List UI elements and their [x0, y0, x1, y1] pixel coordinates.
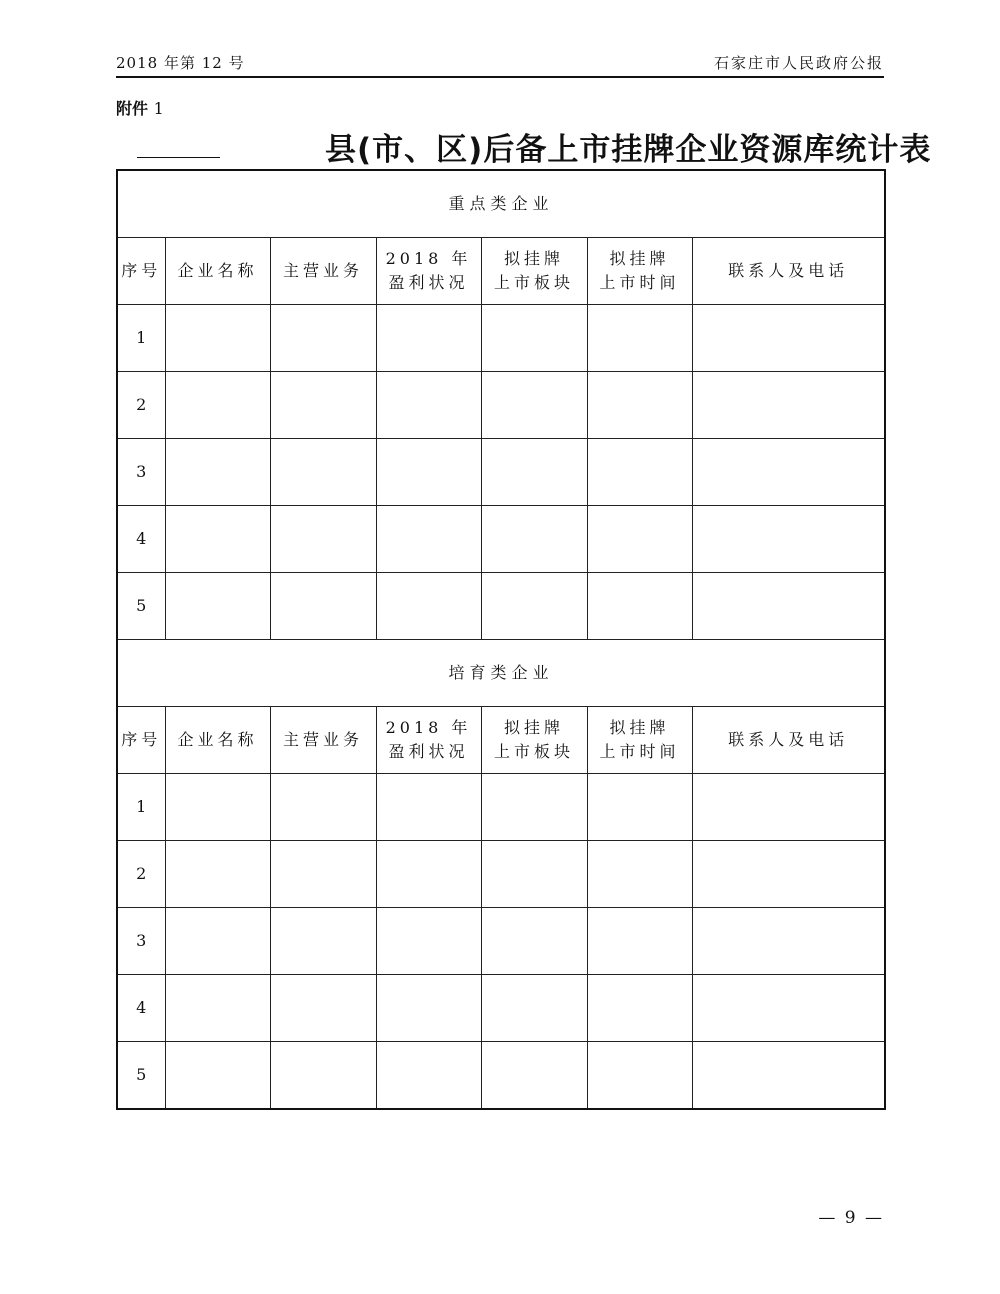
cell-contact: [692, 305, 885, 372]
table-row: [117, 439, 885, 506]
header-listing-time: [587, 238, 692, 305]
publication-name: 石家庄市人民政府公报: [713, 54, 884, 72]
page-number: — 9 —: [818, 1208, 884, 1228]
cell-listing-board: [481, 908, 587, 975]
header-contact-text: 联系人及电话: [728, 261, 849, 280]
cell-main-business: [270, 1042, 376, 1110]
row-serial-text: 1: [136, 797, 147, 816]
section-title-text: 重点类企业: [448, 194, 554, 213]
table-row: [117, 774, 885, 841]
cell-contact: [692, 573, 885, 640]
row-serial-text: 2: [136, 395, 147, 414]
row-serial: [117, 1042, 165, 1110]
row-serial: [117, 841, 165, 908]
cell-profit-status: [376, 975, 481, 1042]
cell-profit-status: [376, 506, 481, 573]
header-main-business-text: 主营业务: [282, 261, 363, 280]
cell-contact: [692, 841, 885, 908]
attachment-label: [116, 96, 164, 119]
cell-main-business: [270, 372, 376, 439]
cell-profit-status: [376, 372, 481, 439]
header-contact-text: 联系人及电话: [728, 730, 849, 749]
cell-main-business: [270, 975, 376, 1042]
header-listing-board: [481, 238, 587, 305]
row-serial-text: 4: [136, 529, 147, 548]
row-serial: [117, 439, 165, 506]
cell-listing-board: [481, 372, 587, 439]
cell-contact: [692, 439, 885, 506]
header-main-business: [270, 238, 376, 305]
section-header-row: [117, 170, 885, 238]
row-serial-text: 3: [136, 462, 147, 481]
cell-main-business: [270, 573, 376, 640]
table-body: [117, 170, 885, 1109]
cell-listing-time: [587, 841, 692, 908]
header-profit-status-text: 2018 年: [385, 718, 472, 737]
cell-profit-status: [376, 573, 481, 640]
column-header-row: [117, 707, 885, 774]
table-row: [117, 506, 885, 573]
header-listing-board-text: 上市板块: [493, 273, 574, 292]
cell-profit-status: [376, 908, 481, 975]
header-contact: [692, 238, 885, 305]
header-serial: [117, 238, 165, 305]
row-serial: [117, 975, 165, 1042]
header-serial-text: 序号: [121, 730, 162, 749]
cell-profit-status: [376, 439, 481, 506]
cell-contact: [692, 908, 885, 975]
header-profit-status: [376, 707, 481, 774]
cell-listing-board: [481, 305, 587, 372]
cell-listing-time: [587, 506, 692, 573]
row-serial-text: 4: [136, 998, 147, 1017]
cell-listing-board: [481, 506, 587, 573]
cell-listing-board: [481, 573, 587, 640]
column-header-row: [117, 238, 885, 305]
header-main-business-text: 主营业务: [282, 730, 363, 749]
header-company-name-text: 企业名称: [177, 261, 258, 280]
cell-contact: [692, 774, 885, 841]
header-listing-board-text: 拟挂牌: [503, 249, 564, 268]
cell-main-business: [270, 908, 376, 975]
cell-contact: [692, 506, 885, 573]
section-title: [117, 640, 885, 707]
row-serial-text: 1: [136, 328, 147, 347]
cell-company-name: [165, 305, 270, 372]
cell-contact: [692, 975, 885, 1042]
county-blank-line: [137, 157, 220, 158]
cell-listing-board: [481, 774, 587, 841]
header-profit-status: [376, 238, 481, 305]
header-listing-time: [587, 707, 692, 774]
cell-listing-board: [481, 439, 587, 506]
cell-company-name: [165, 841, 270, 908]
cell-listing-time: [587, 1042, 692, 1110]
cell-company-name: [165, 573, 270, 640]
cell-company-name: [165, 975, 270, 1042]
header-listing-board-text: 上市板块: [493, 742, 574, 761]
cell-main-business: [270, 506, 376, 573]
header-main-business: [270, 707, 376, 774]
cell-listing-time: [587, 573, 692, 640]
cell-main-business: [270, 439, 376, 506]
table-row: [117, 305, 885, 372]
row-serial: [117, 372, 165, 439]
row-serial-text: 5: [136, 1065, 147, 1084]
header-contact: [692, 707, 885, 774]
row-serial-text: 5: [136, 596, 147, 615]
row-serial: [117, 305, 165, 372]
header-listing-time-text: 拟挂牌: [609, 249, 670, 268]
table-row: [117, 841, 885, 908]
cell-company-name: [165, 774, 270, 841]
cell-listing-time: [587, 305, 692, 372]
attachment-word: 附件: [116, 99, 149, 118]
cell-profit-status: [376, 774, 481, 841]
cell-company-name: [165, 1042, 270, 1110]
cell-listing-board: [481, 1042, 587, 1110]
cell-main-business: [270, 841, 376, 908]
cell-listing-board: [481, 975, 587, 1042]
table-row: [117, 908, 885, 975]
header-profit-status-text: 盈利状况: [388, 273, 469, 292]
table-row: [117, 573, 885, 640]
cell-company-name: [165, 372, 270, 439]
cell-main-business: [270, 305, 376, 372]
header-profit-status-text: 盈利状况: [388, 742, 469, 761]
header-listing-board-text: 拟挂牌: [503, 718, 564, 737]
cell-profit-status: [376, 305, 481, 372]
table-row: [117, 372, 885, 439]
cell-listing-time: [587, 439, 692, 506]
page-header: [116, 50, 884, 78]
cell-listing-time: [587, 774, 692, 841]
cell-listing-time: [587, 908, 692, 975]
cell-profit-status: [376, 1042, 481, 1110]
cell-contact: [692, 372, 885, 439]
header-serial: [117, 707, 165, 774]
row-serial: [117, 774, 165, 841]
issue-number: 2018 年第 12 号: [116, 54, 245, 72]
row-serial: [117, 573, 165, 640]
header-serial-text: 序号: [121, 261, 162, 280]
row-serial: [117, 506, 165, 573]
title-row: [116, 120, 932, 168]
cell-main-business: [270, 774, 376, 841]
cell-company-name: [165, 908, 270, 975]
row-serial: [117, 908, 165, 975]
header-company-name: [165, 707, 270, 774]
cell-company-name: [165, 439, 270, 506]
cell-listing-time: [587, 975, 692, 1042]
cell-company-name: [165, 506, 270, 573]
cell-profit-status: [376, 841, 481, 908]
cell-contact: [692, 1042, 885, 1110]
table-row: [117, 1042, 885, 1110]
header-listing-time-text: 拟挂牌: [609, 718, 670, 737]
cell-listing-time: [587, 372, 692, 439]
header-listing-time-text: 上市时间: [599, 273, 680, 292]
table-row: [117, 975, 885, 1042]
section-title-text: 培育类企业: [448, 663, 554, 682]
header-listing-time-text: 上市时间: [599, 742, 680, 761]
section-title: [117, 170, 885, 238]
header-listing-board: [481, 707, 587, 774]
attachment-number: 1: [153, 99, 164, 118]
row-serial-text: 3: [136, 931, 147, 950]
header-company-name: [165, 238, 270, 305]
section-header-row: [117, 640, 885, 707]
statistics-table: [116, 169, 886, 1110]
page-title: 县(市、区)后备上市挂牌企业资源库统计表: [325, 132, 932, 168]
row-serial-text: 2: [136, 864, 147, 883]
cell-listing-board: [481, 841, 587, 908]
header-profit-status-text: 2018 年: [385, 249, 472, 268]
header-company-name-text: 企业名称: [177, 730, 258, 749]
